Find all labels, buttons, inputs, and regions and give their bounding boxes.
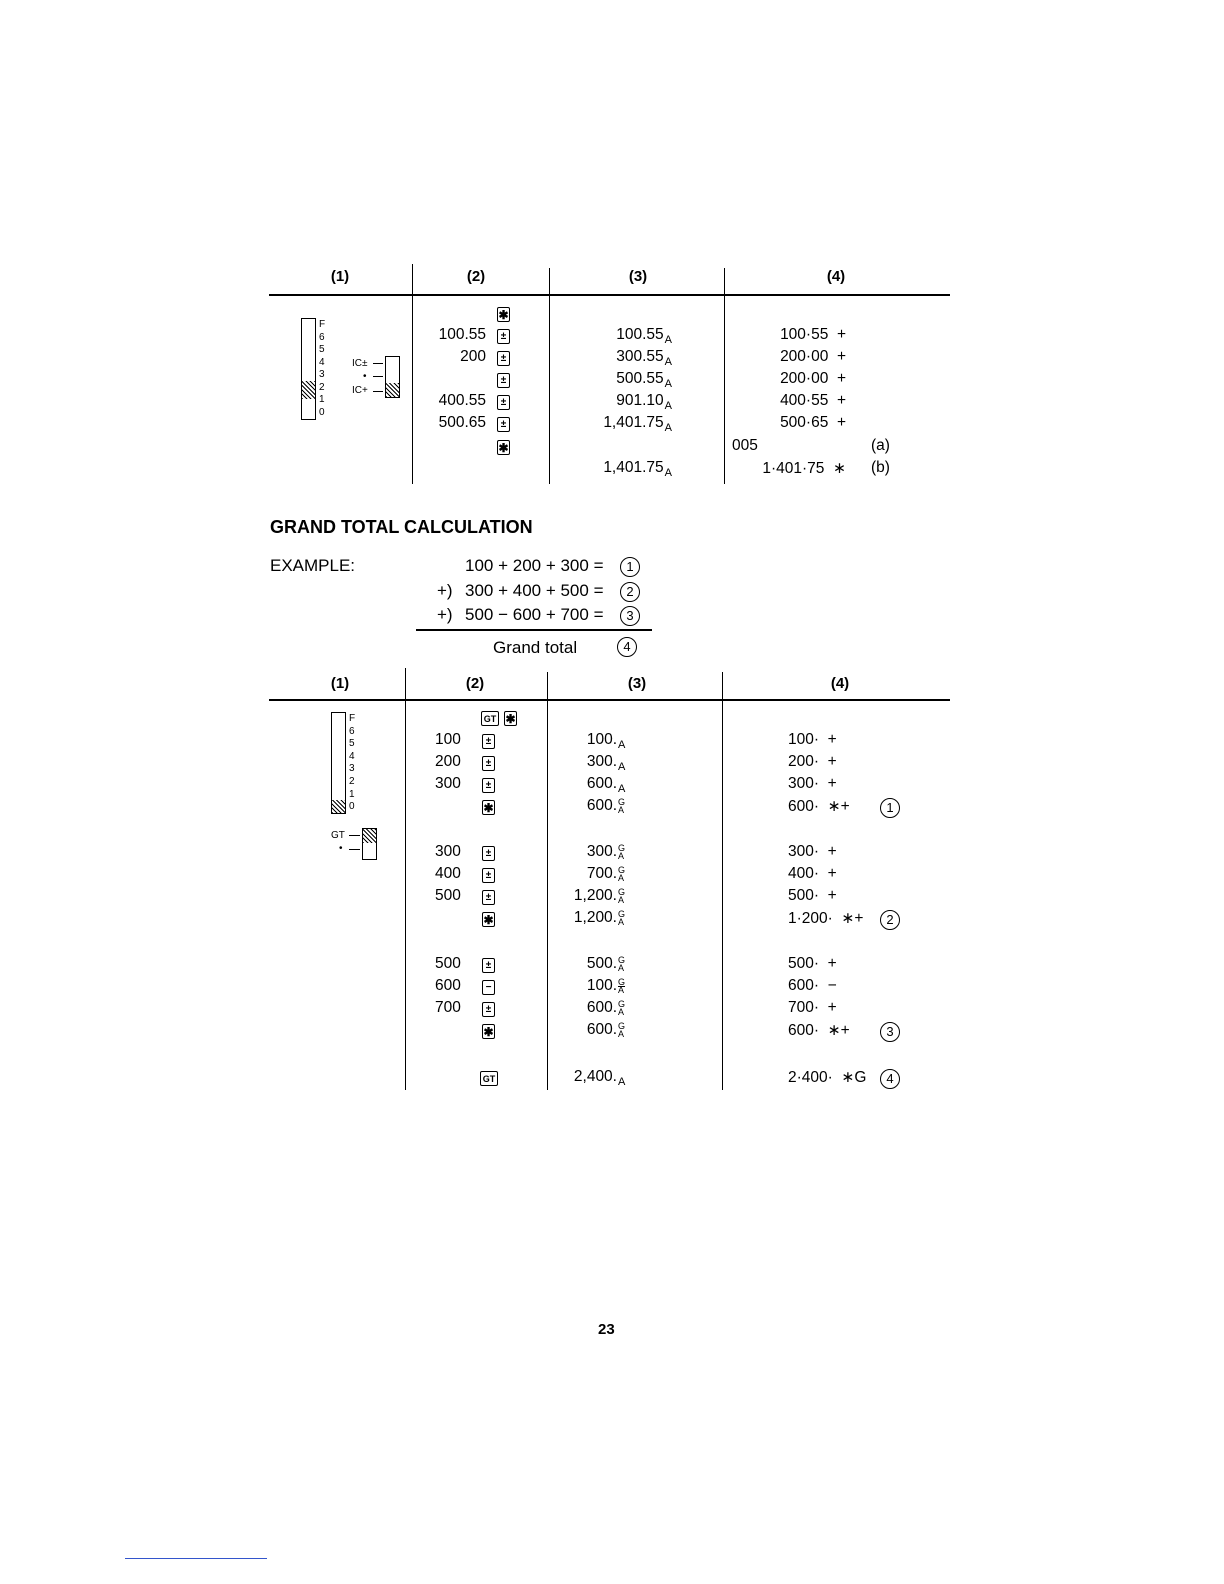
entry-value: 400.55 bbox=[438, 392, 486, 409]
accumulate-flag: A bbox=[618, 963, 625, 973]
print-value: 200· + bbox=[788, 753, 837, 770]
grand-total-flag: G bbox=[618, 955, 626, 965]
print-value: 400· + bbox=[788, 865, 837, 882]
status-flag bbox=[618, 956, 628, 972]
switch-position-label: 4 bbox=[319, 356, 325, 368]
grand-total-flag: G bbox=[618, 977, 626, 987]
asterisk-key-icon: ✱ bbox=[483, 913, 494, 927]
example-expression: 500 − 600 + 700 = bbox=[465, 605, 604, 624]
grand-total-flag: G bbox=[618, 909, 626, 919]
display-value bbox=[560, 348, 672, 366]
status-flag bbox=[618, 844, 628, 860]
entry-value: 100.55 bbox=[438, 326, 486, 343]
switch-position-label: 2 bbox=[349, 776, 355, 787]
entry-value: 200 bbox=[435, 753, 461, 770]
print-value: 600· ∗+ bbox=[788, 1022, 850, 1039]
display-number: 700. bbox=[586, 865, 617, 882]
plus-equal-key-icon: ± bbox=[482, 846, 495, 861]
display-value bbox=[540, 977, 628, 995]
grand-total-flag: G bbox=[618, 865, 626, 875]
circled-number: 4 bbox=[880, 1069, 900, 1089]
print-value: 600· − bbox=[788, 977, 837, 994]
asterisk-key-icon: ✱ bbox=[483, 1025, 494, 1039]
switch-position-label: 4 bbox=[349, 750, 355, 762]
status-flag bbox=[618, 978, 628, 994]
entry-value: 100 bbox=[435, 731, 461, 748]
status-flag bbox=[618, 888, 628, 904]
display-number: 300. bbox=[586, 843, 617, 860]
print-value: 500·65 + bbox=[780, 414, 846, 431]
display-number: 600. bbox=[586, 797, 617, 814]
switch-position-label: 1 bbox=[349, 788, 355, 800]
display-value bbox=[540, 887, 628, 905]
grand-total-flag: G bbox=[618, 887, 626, 897]
example-expression: 300 + 400 + 500 = bbox=[465, 580, 604, 600]
col-header: (1) bbox=[330, 268, 350, 285]
status-flag bbox=[618, 1022, 628, 1038]
print-value: 500· + bbox=[788, 955, 837, 972]
display-number: 100. bbox=[586, 731, 617, 748]
print-value: 005 bbox=[732, 437, 758, 454]
display-value bbox=[540, 775, 628, 793]
operation-prefix: +) bbox=[437, 605, 453, 624]
display-value bbox=[540, 1068, 628, 1086]
status-flag: A bbox=[618, 761, 626, 773]
display-number: 100. bbox=[586, 977, 617, 994]
plus-equal-key-icon: ± bbox=[482, 1002, 495, 1017]
display-number: 901.10 bbox=[616, 392, 664, 409]
column-divider bbox=[722, 672, 723, 1090]
footnote-rule bbox=[125, 1558, 267, 1559]
status-flag: A bbox=[618, 739, 626, 751]
display-value bbox=[540, 1021, 628, 1039]
grand-total-flag: G bbox=[618, 843, 626, 853]
col-header: (1) bbox=[330, 675, 350, 692]
operation-prefix: +) bbox=[437, 580, 453, 600]
display-value bbox=[560, 392, 672, 410]
accumulate-flag: A bbox=[664, 400, 672, 412]
display-number: 1,200. bbox=[573, 909, 617, 926]
display-value bbox=[560, 459, 672, 477]
accumulate-flag: A bbox=[664, 356, 672, 368]
print-value: 2·400· ∗G bbox=[788, 1069, 867, 1086]
display-value bbox=[560, 414, 672, 432]
circled-number: 2 bbox=[620, 582, 640, 602]
col-header: (4) bbox=[830, 675, 850, 692]
column-divider bbox=[412, 264, 413, 484]
accumulate-flag: A bbox=[618, 985, 625, 995]
switch-position-label: 5 bbox=[349, 738, 355, 750]
gt-key-icon: GT bbox=[480, 1071, 498, 1086]
column-divider bbox=[724, 268, 725, 484]
header-rule bbox=[269, 294, 950, 296]
entry-value: 300 bbox=[435, 843, 461, 860]
grand-total-flag: G bbox=[618, 999, 626, 1009]
plus-equal-key-icon: ± bbox=[482, 778, 495, 793]
display-number: 100.55 bbox=[616, 326, 664, 343]
switch-position-label: 0 bbox=[319, 406, 325, 418]
switch-position-label: F bbox=[319, 319, 326, 330]
status-flag bbox=[618, 910, 628, 926]
section-title: GRAND TOTAL CALCULATION bbox=[270, 517, 533, 537]
entry-value: 400 bbox=[435, 865, 461, 882]
entry-value: 500.65 bbox=[438, 414, 486, 431]
display-value bbox=[540, 999, 628, 1017]
note-label: (a) bbox=[871, 437, 890, 454]
col-header: (2) bbox=[465, 675, 485, 692]
plus-equal-key-icon: ± bbox=[497, 351, 510, 366]
accumulate-flag: A bbox=[618, 1029, 625, 1039]
switch-position-label: 3 bbox=[349, 763, 355, 775]
print-value: 700· + bbox=[788, 999, 837, 1016]
asterisk-key-icon: ✱ bbox=[498, 308, 509, 322]
accumulate-flag: A bbox=[618, 873, 625, 883]
status-flag bbox=[618, 1000, 628, 1016]
grand-total-flag: G bbox=[618, 1021, 626, 1031]
column-divider bbox=[405, 668, 406, 1090]
asterisk-key-icon: ✱ bbox=[483, 801, 494, 815]
switch-position-label: 1 bbox=[319, 394, 325, 405]
gt-key-icon: GT bbox=[481, 711, 499, 726]
display-value bbox=[540, 731, 628, 749]
circled-number: 1 bbox=[620, 557, 640, 577]
entry-value: 600 bbox=[435, 977, 461, 994]
col-header: (3) bbox=[627, 675, 647, 692]
circled-number: 2 bbox=[880, 910, 900, 930]
accumulate-flag: A bbox=[618, 917, 625, 927]
display-number: 2,400. bbox=[573, 1068, 617, 1085]
display-number: 300. bbox=[586, 753, 617, 770]
note-label: (b) bbox=[871, 459, 890, 476]
print-value: 200·00 + bbox=[780, 370, 846, 387]
switch-position-label: 5 bbox=[319, 344, 325, 355]
accumulate-flag: A bbox=[618, 851, 625, 861]
display-number: 300.55 bbox=[616, 348, 664, 365]
col-header: (4) bbox=[826, 268, 846, 285]
switch-position-label: 6 bbox=[319, 331, 325, 343]
entry-value: 500 bbox=[435, 955, 461, 972]
print-value: 200·00 + bbox=[780, 348, 846, 365]
display-value bbox=[560, 370, 672, 388]
accumulate-flag: A bbox=[618, 1007, 625, 1017]
plus-equal-key-icon: ± bbox=[482, 756, 495, 771]
status-flag: A bbox=[618, 1076, 626, 1088]
sum-rule bbox=[416, 629, 652, 631]
display-value bbox=[540, 909, 628, 927]
accumulate-flag: A bbox=[618, 805, 625, 815]
asterisk-key-icon: ✱ bbox=[498, 441, 509, 455]
grand-total-label: Grand total bbox=[493, 638, 578, 657]
asterisk-key-icon: ✱ bbox=[505, 712, 516, 726]
display-value bbox=[540, 955, 628, 973]
display-number: 1,401.75 bbox=[603, 459, 664, 476]
display-value bbox=[560, 326, 672, 344]
plus-equal-key-icon: ± bbox=[482, 734, 495, 749]
grand-total-flag: G bbox=[618, 797, 626, 807]
print-value: 600· ∗+ bbox=[788, 798, 850, 815]
display-number: 500.55 bbox=[616, 370, 664, 387]
plus-equal-key-icon: ± bbox=[497, 395, 510, 410]
status-flag bbox=[618, 866, 628, 882]
print-value: 400·55 + bbox=[780, 392, 846, 409]
print-value: 1·401·75 ∗ bbox=[762, 460, 846, 477]
display-value bbox=[540, 753, 628, 771]
print-value: 300· + bbox=[788, 843, 837, 860]
example-expression: 100 + 200 + 300 = bbox=[465, 556, 604, 575]
display-number: 1,401.75 bbox=[603, 414, 664, 431]
print-value: 100· + bbox=[788, 731, 837, 748]
switch-position-label: 2 bbox=[319, 381, 325, 393]
switch-position-label: 6 bbox=[349, 725, 355, 737]
display-value bbox=[540, 797, 628, 815]
plus-equal-key-icon: ± bbox=[497, 373, 510, 388]
print-value: 1·200· ∗+ bbox=[788, 910, 864, 927]
status-flag bbox=[618, 798, 628, 814]
minus-equal-key-icon: − bbox=[482, 980, 495, 995]
display-value bbox=[540, 865, 628, 883]
entry-value: 300 bbox=[435, 775, 461, 792]
display-number: 1,200. bbox=[573, 887, 617, 904]
switch-position-label: 3 bbox=[319, 369, 325, 380]
plus-equal-key-icon: ± bbox=[497, 417, 510, 432]
switch-position-label: 0 bbox=[349, 801, 355, 813]
plus-equal-key-icon: ± bbox=[497, 329, 510, 344]
entry-value: 500 bbox=[435, 887, 461, 904]
column-divider bbox=[549, 268, 550, 484]
circled-number: 1 bbox=[880, 798, 900, 818]
print-value: 300· + bbox=[788, 775, 837, 792]
page-number: 23 bbox=[598, 1321, 615, 1338]
plus-equal-key-icon: ± bbox=[482, 958, 495, 973]
circled-number: 3 bbox=[620, 606, 640, 626]
accumulate-flag: A bbox=[664, 422, 672, 434]
print-value: 100·55 + bbox=[780, 326, 846, 343]
header-rule bbox=[269, 699, 950, 701]
status-flag: A bbox=[618, 783, 626, 795]
entry-value: 700 bbox=[435, 999, 461, 1016]
accumulate-flag: A bbox=[664, 378, 672, 390]
display-number: 600. bbox=[586, 999, 617, 1016]
display-number: 500. bbox=[586, 955, 617, 972]
entry-value: 200 bbox=[460, 348, 486, 365]
display-number: 600. bbox=[586, 1021, 617, 1038]
example-label: EXAMPLE: bbox=[270, 556, 356, 575]
col-header: (3) bbox=[628, 268, 648, 285]
accumulate-flag: A bbox=[664, 334, 672, 346]
accumulate-flag: A bbox=[664, 467, 672, 479]
circled-number: 3 bbox=[880, 1022, 900, 1042]
print-value: 500· + bbox=[788, 887, 837, 904]
display-number: 600. bbox=[586, 775, 617, 792]
display-value bbox=[540, 843, 628, 861]
plus-equal-key-icon: ± bbox=[482, 868, 495, 883]
accumulate-flag: A bbox=[618, 895, 625, 905]
col-header: (2) bbox=[466, 268, 486, 285]
circled-number: 4 bbox=[617, 637, 637, 657]
plus-equal-key-icon: ± bbox=[482, 890, 495, 905]
switch-position-label: F bbox=[349, 713, 356, 724]
